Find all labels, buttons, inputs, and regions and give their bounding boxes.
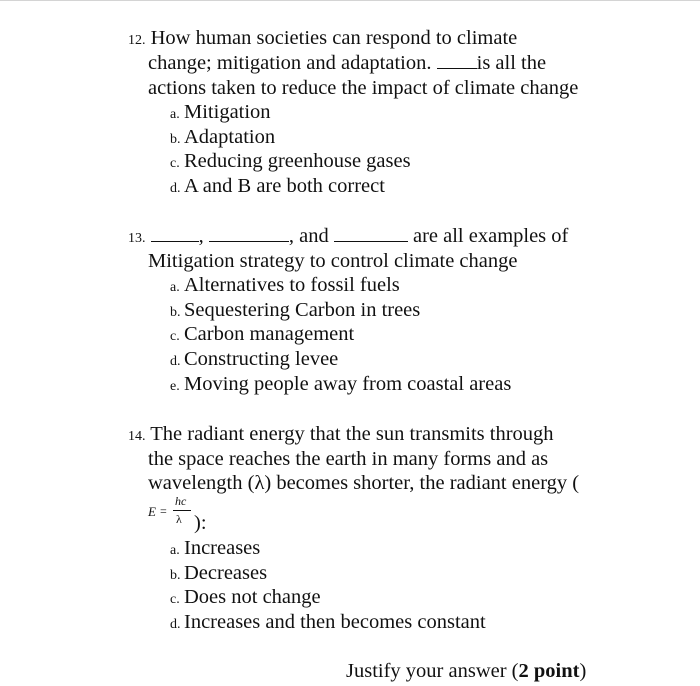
formula-lhs: E [148, 504, 156, 519]
q12-answer-blank[interactable] [437, 52, 477, 69]
q14-option-a[interactable]: a. Increases [170, 537, 261, 559]
q14-option-c[interactable]: c. Does not change [170, 586, 321, 608]
q13-line-1: 13. , , and are all examples of [128, 225, 569, 247]
energy-formula [148, 494, 196, 530]
q12-stem-3: is all the [476, 52, 547, 74]
q12-option-a[interactable]: a. Mitigation [170, 101, 271, 123]
q12-stem-2: change; mitigation and adaptation. [148, 52, 432, 74]
q12-line-3 [148, 76, 578, 100]
formula-fraction-bar [173, 510, 191, 511]
q12-stem-4: actions taken to reduce the impact of climate change [148, 77, 579, 99]
q12-stem-1: How human societies can respond to climate [150, 27, 518, 49]
q14-option-d[interactable]: d. Increases and then becomes constant [170, 611, 486, 633]
formula-numerator: hc [175, 494, 187, 508]
q14-option-b[interactable]: b. Decreases [170, 562, 268, 584]
q12-option-c[interactable]: c. Reducing greenhouse gases [170, 150, 411, 172]
q13-option-a[interactable]: a. Alternatives to fossil fuels [170, 274, 400, 296]
q14-line-4: ): [194, 512, 207, 534]
q12-line-2 [148, 51, 546, 75]
q14-line-1: 14. The radiant energy that the sun transmits through [128, 423, 554, 445]
q12-option-d[interactable]: d. A and B are both correct [170, 175, 385, 197]
q13-number: 13. [128, 231, 146, 246]
justify-prompt: Justify your answer (2 point) [346, 660, 587, 682]
formula-equals: = [160, 504, 167, 518]
q12-number: 12. [128, 33, 146, 48]
q13-blank-2[interactable] [209, 225, 289, 242]
q13-option-c[interactable]: c. Carbon management [170, 323, 355, 345]
formula-denominator: λ [176, 512, 182, 526]
q14-line-3: wavelength (λ) becomes shorter, the radiant energy ( [148, 472, 580, 494]
q13-option-b[interactable]: b. Sequestering Carbon in trees [170, 299, 421, 321]
q13-option-e[interactable]: e. Moving people away from coastal areas [170, 373, 512, 395]
q13-blank-1[interactable] [151, 225, 199, 242]
q13-option-d[interactable]: d. Constructing levee [170, 348, 339, 370]
q14-number: 14. [128, 429, 146, 444]
q14-line-2: the space reaches the earth in many forms and as [148, 448, 549, 470]
q12-line-1 [128, 26, 517, 53]
q12-option-b[interactable]: b. Adaptation [170, 126, 276, 148]
q13-line-2: Mitigation strategy to control climate change [148, 250, 518, 272]
q13-blank-3[interactable] [334, 225, 408, 242]
point-value: 2 point [518, 660, 580, 682]
